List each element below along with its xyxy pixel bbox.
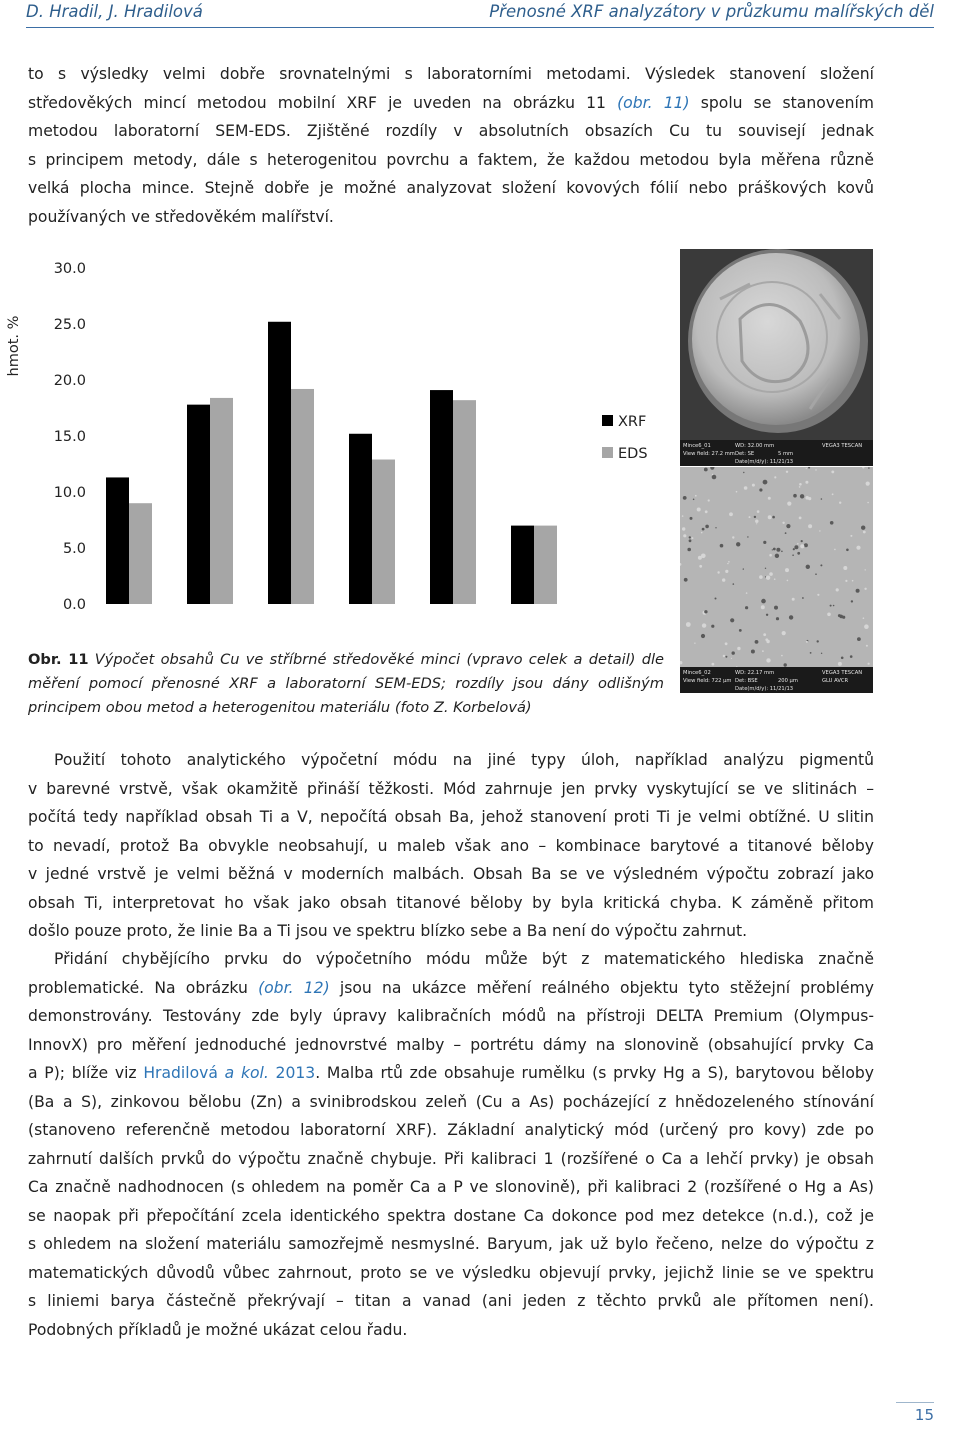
y-axis-label: hmot. % <box>6 315 22 377</box>
legend-label-xrf: XRF <box>618 414 647 430</box>
bar-xrf <box>349 434 372 604</box>
bars <box>106 322 557 604</box>
text-line: matematických důvodů vůbec zahrnout, proto se ve výsledku objevují prvky, jejichž linie se ve spektru <box>28 1263 874 1282</box>
text-line: používaných ve středověkém malířství. <box>28 207 334 226</box>
bar-xrf <box>106 477 129 604</box>
bar-eds <box>534 526 557 604</box>
text-span: . Malba rtů zde obsahuje rumělku (s prvky Hg a S), barytovou běloby <box>315 1064 874 1082</box>
sem-scale: 5 mm <box>778 451 794 457</box>
legend-swatch-xrf <box>602 415 613 426</box>
legend-swatch-eds <box>602 447 613 458</box>
sem-field: VEGA3 TESCAN <box>822 670 863 676</box>
text-line: s principem metody, dále s heterogenitou povrchu a faktem, že každou metodou byla měřena různě <box>28 150 874 169</box>
text-line: s liniemi barya částečně překrývají – titan a vanad (ani jeden z těchto prvků ale přítomen není). <box>28 1292 874 1310</box>
y-tick-label: 20.0 <box>53 373 86 389</box>
y-tick-label: 30.0 <box>53 261 86 277</box>
text-line: metodou laboratorní SEM-EDS. Zjištěné rozdíly v absolutních obsazích Cu tu souvisejí jednak <box>28 122 874 140</box>
figure-caption <box>28 648 664 720</box>
bar-eds <box>210 398 233 604</box>
text-line: Použití tohoto analytického výpočetní módu na jiné typy úloh, například analýzu pigmentů <box>54 751 874 769</box>
text-line: s ohledem na složení materiálu samozřejmě nesmyslné. Baryum, jak už bylo řečeno, nelze do výpočtu z <box>28 1235 874 1253</box>
header-rule <box>26 27 934 28</box>
text-line: (Ba a S), zinkovou bělobu (Zn) a svinibrodskou zeleň (Cu a As) pocházející z hnědozeleného stínování <box>28 1092 874 1111</box>
sem-field: GLU AVCR <box>822 678 849 684</box>
bar-xrf <box>430 390 453 604</box>
sem-field: Mince6_02 <box>683 670 711 676</box>
sem-field: WD: 22.17 mm <box>735 670 775 676</box>
citation-link[interactable]: 2013 <box>275 1064 316 1082</box>
legend <box>602 414 648 462</box>
sem-field: View field: 722 µm <box>683 678 732 684</box>
text-line <box>28 974 874 1003</box>
caption-label: Obr. 11 <box>28 651 89 668</box>
figure-link[interactable]: (obr. 11) <box>617 93 690 112</box>
sem-field: View field: 27.2 mm <box>683 451 735 457</box>
text-line: demonstrovány. Testovány zde byly úpravy kalibračních módů na přístroji DELTA Premium (Olympus- <box>28 1007 874 1025</box>
text-line: to nevadí, protož Ba obvykle neobsahují, u maleb však ano – kombinace barytové a titanové běloby <box>28 836 874 855</box>
text-line: obsah Ti, interpretovat ho však jako obsah titanové běloby by byla kritická chyba. K záměně přitom <box>28 893 874 912</box>
text-line: (stanoveno referenčně metodou laboratorní XRF). Základní analytický mód (určený pro kovy) zde po <box>28 1121 874 1139</box>
y-tick-label: 10.0 <box>53 485 86 501</box>
y-axis-ticks <box>54 261 86 613</box>
y-tick-label: 5.0 <box>62 541 86 557</box>
text-line: zahrnutí dalších prvků do výpočtu značně chybuje. Při kalibraci 1 (rozšířené o Ca a lehčí prvky) je obsah <box>28 1149 874 1168</box>
text-line: velká plocha mince. Stejně dobře je možné analyzovat složení kovových fólií nebo práškových kovů <box>28 179 874 197</box>
text-line: došlo pouze proto, že linie Ba a Ti jsou ve spektru blízko sebe a Ba není do výpočtu zahrnut. <box>28 922 748 940</box>
bar-eds <box>372 460 395 604</box>
text-line: Přidání chybějícího prvku do výpočetního módu může být z matematického hlediska značně <box>54 950 874 968</box>
sem-field: Mince6_01 <box>683 443 711 449</box>
text-line <box>28 89 874 118</box>
bar-eds <box>129 503 152 604</box>
text-span: a P); blíže viz <box>28 1064 144 1082</box>
caption-line <box>28 648 664 672</box>
text-line: počítá tedy například obsah Ti a V, nepočítá obsah Ba, jehož stanovení proti Ti je velmi obtížné. U slitin <box>28 808 874 826</box>
bar-xrf <box>511 526 534 604</box>
y-tick-label: 15.0 <box>53 429 86 445</box>
sem-date: Date(m/d/y): 11/21/13 <box>735 686 794 692</box>
detail-image <box>680 467 873 693</box>
y-tick-label: 25.0 <box>53 317 86 333</box>
text-line: Podobných příkladů je možné ukázat celou řadu. <box>28 1320 408 1339</box>
sem-scale: 200 µm <box>778 678 798 684</box>
text-line: InnovX) pro měření jednoduché jednovrstvé malby – portrétu dámy na slonovině (obsahující prvky Ca <box>28 1035 874 1054</box>
caption-line: měření pomocí přenosné XRF a laboratorní SEM-EDS; rozdíly jsou dány odlišným <box>28 675 664 692</box>
y-tick-label: 0.0 <box>62 597 86 613</box>
bar-xrf <box>187 405 210 604</box>
bar-xrf <box>268 322 291 604</box>
sem-field: Det: BSE <box>735 678 758 684</box>
text-span: jsou na ukázce měření reálného objektu tyto stěžejní problémy <box>329 978 875 997</box>
coin-detail-sem-photo <box>680 467 873 693</box>
citation-link[interactable]: a kol. <box>224 1064 269 1082</box>
sem-field: Det: SE <box>735 451 755 457</box>
header-authors: D. Hradil, J. Hradilová <box>26 2 203 21</box>
text-line: se naopak při přepočítání zcela identického spektra dostane Ca dokonce pod mez detekce (n.d.), což je <box>28 1206 874 1225</box>
sem-databar <box>680 440 873 466</box>
paragraph-pigments <box>28 746 874 946</box>
header-title: Přenosné XRF analyzátory v průzkumu malířských děl <box>489 2 934 21</box>
caption-text: Výpočet obsahů Cu ve stříbrné středověké minci (vpravo celek a detail) dle <box>94 651 665 668</box>
sem-field: WD: 32.00 mm <box>735 443 775 449</box>
page-number: 15 <box>914 1406 934 1424</box>
text-line <box>28 1059 874 1088</box>
text-span: spolu se stanovením <box>689 93 874 112</box>
chart-svg <box>0 240 680 640</box>
running-header <box>0 0 960 30</box>
text-line: v jedné vrstvě je velmi běžná v moderních malbách. Obsah Ba se ve výsledném výpočtu zobrazí jako <box>28 865 874 883</box>
text-line: v barevné vrstvě, však okamžitě přináší těžkosti. Mód zahrnuje jen prvky vyskytující se ve slitinách – <box>28 779 874 798</box>
coin-image <box>680 249 873 466</box>
footer-rule <box>896 1402 934 1403</box>
bar-chart <box>0 240 680 640</box>
sem-databar <box>680 667 873 693</box>
paragraph-intro <box>28 60 874 231</box>
citation-link[interactable]: Hradilová <box>143 1064 218 1082</box>
coin-sem-photo <box>680 249 873 466</box>
text-span: problematické. Na obrázku <box>28 978 259 997</box>
paragraph-calibration <box>28 945 874 1344</box>
bar-eds <box>291 389 314 604</box>
sem-date: Date(m/d/y): 11/21/13 <box>735 459 794 465</box>
caption-line: principem obou metod a heterogenitou materiálu (foto Z. Korbelová) <box>28 699 532 716</box>
bar-eds <box>453 400 476 604</box>
sem-field: VEGA3 TESCAN <box>822 443 863 449</box>
text-line: to s výsledky velmi dobře srovnatelnými s laboratorními metodami. Výsledek stanovení složení <box>28 65 874 83</box>
legend-label-eds: EDS <box>618 446 648 462</box>
text-line: Ca značně nadhodnocen (s ohledem na poměr Ca a P ve slonovině), při kalibraci 2 (rozšířené o Hg a As) <box>28 1178 874 1196</box>
figure-link[interactable]: (obr. 12) <box>258 978 330 997</box>
text-span: středověkých mincí metodou mobilní XRF je uveden na obrázku 11 <box>28 93 618 112</box>
